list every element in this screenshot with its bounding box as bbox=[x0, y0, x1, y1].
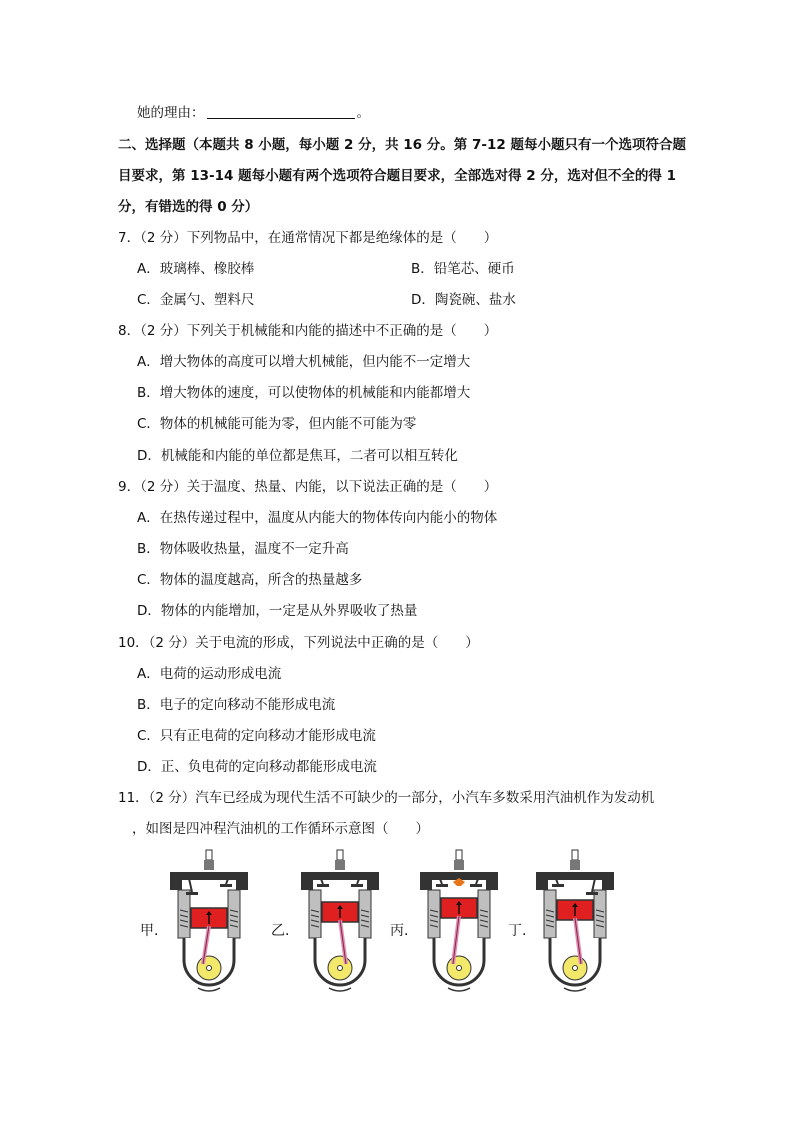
spark-plug-top bbox=[572, 850, 578, 860]
q8-option-d[interactable]: D．机械能和内能的单位都是焦耳，二者可以相互转化 bbox=[137, 448, 458, 464]
engine-label-bing: 丙. bbox=[390, 923, 409, 939]
spark-plug-top bbox=[456, 850, 462, 860]
cylinder-wall-right bbox=[228, 890, 240, 938]
engine-label-yi: 乙. bbox=[271, 923, 290, 939]
spark-plug-body bbox=[570, 860, 580, 870]
cylinder-wall-right bbox=[359, 890, 371, 938]
reason-suffix: 。 bbox=[356, 105, 370, 121]
intake-valve bbox=[317, 884, 329, 887]
spark-plug-top bbox=[337, 850, 343, 860]
cylinder-head bbox=[536, 872, 614, 890]
section2-line3: 分，有错选的得 0 分） bbox=[118, 199, 259, 215]
cylinder-head bbox=[170, 872, 248, 890]
q9-option-a[interactable]: A．在热传递过程中，温度从内能大的物体传向内能小的物体 bbox=[137, 510, 498, 526]
spark-plug-body bbox=[454, 860, 464, 870]
rotation-arrow bbox=[448, 988, 470, 991]
reason-line bbox=[137, 104, 370, 122]
cylinder-wall-right bbox=[594, 890, 606, 938]
intake-valve bbox=[186, 892, 198, 895]
crank-center bbox=[457, 966, 462, 971]
q10-option-b[interactable]: B．电子的定向移动不能形成电流 bbox=[137, 697, 336, 713]
spark-plug-top bbox=[206, 850, 212, 860]
crank-center bbox=[207, 966, 212, 971]
q11-stem-line1: 11．（2 分）汽车已经成为现代生活不可缺少的一部分，小汽车多数采用汽油机作为发动机 bbox=[118, 790, 655, 806]
q7-option-b[interactable]: B．铅笔芯、硬币 bbox=[411, 261, 515, 277]
cylinder-head bbox=[301, 872, 379, 890]
q8-option-c[interactable]: C．物体的机械能可能为零，但内能不可能为零 bbox=[137, 416, 417, 432]
q10-stem: 10．（2 分）关于电流的形成，下列说法中正确的是（ ） bbox=[118, 635, 479, 651]
cylinder-wall-left bbox=[178, 890, 190, 938]
q11-stem-line2: ，如图是四冲程汽油机的工作循环示意图（ ） bbox=[132, 821, 429, 837]
q9-option-c[interactable]: C．物体的温度越高，所含的热量越多 bbox=[137, 572, 363, 588]
engine-diagram-bing bbox=[414, 850, 504, 1005]
rotation-arrow bbox=[564, 988, 586, 991]
exhaust-valve bbox=[351, 884, 363, 887]
q8-option-b[interactable]: B．增大物体的速度，可以使物体的机械能和内能都增大 bbox=[137, 385, 471, 401]
q7-stem: 7．（2 分）下列物品中，在通常情况下都是绝缘体的是（ ） bbox=[118, 230, 498, 246]
section2-line2: 目要求，第 13-14 题每小题有两个选项符合题目要求，全部选对得 2 分，选对但不全的得 1 bbox=[118, 168, 676, 184]
cylinder-wall-left bbox=[428, 890, 440, 938]
q7-option-a[interactable]: A．玻璃棒、橡胶棒 bbox=[137, 261, 255, 277]
cylinder-wall-left bbox=[309, 890, 321, 938]
q8-option-a[interactable]: A．增大物体的高度可以增大机械能，但内能不一定增大 bbox=[137, 354, 471, 370]
crank-center bbox=[338, 966, 343, 971]
q9-option-d[interactable]: D．物体的内能增加，一定是从外界吸收了热量 bbox=[137, 603, 418, 619]
rotation-arrow bbox=[198, 988, 220, 991]
q9-stem: 9．（2 分）关于温度、热量、内能，以下说法正确的是（ ） bbox=[118, 479, 498, 495]
q7-option-c[interactable]: C．金属勺、塑料尺 bbox=[137, 292, 255, 308]
spark-plug-body bbox=[335, 860, 345, 870]
intake-valve bbox=[552, 884, 564, 887]
cylinder-wall-right bbox=[478, 890, 490, 938]
section2-line1: 二、选择题（本题共 8 小题，每小题 2 分，共 16 分。第 7-12 题每小题只有一个选项符合题 bbox=[118, 137, 686, 153]
reason-blank[interactable] bbox=[207, 104, 355, 119]
engine-label-ding: 丁. bbox=[508, 923, 527, 939]
cylinder-wall-left bbox=[544, 890, 556, 938]
rotation-arrow bbox=[329, 988, 351, 991]
q10-option-c[interactable]: C．只有正电荷的定向移动才能形成电流 bbox=[137, 728, 376, 744]
q10-option-d[interactable]: D．正、负电荷的定向移动都能形成电流 bbox=[137, 759, 377, 775]
engine-label-jia: 甲. bbox=[140, 923, 159, 939]
q7-option-d[interactable]: D．陶瓷碗、盐水 bbox=[411, 292, 516, 308]
q8-stem: 8．（2 分）下列关于机械能和内能的描述中不正确的是（ ） bbox=[118, 323, 498, 339]
q10-option-a[interactable]: A．电荷的运动形成电流 bbox=[137, 666, 282, 682]
engine-diagram-jia bbox=[164, 850, 254, 1005]
crank-center bbox=[573, 966, 578, 971]
engine-diagram-yi bbox=[295, 850, 385, 1005]
engine-diagram-ding bbox=[530, 850, 620, 1005]
q9-option-b[interactable]: B．物体吸收热量，温度不一定升高 bbox=[137, 541, 349, 557]
spark-plug-body bbox=[204, 860, 214, 870]
intake-valve bbox=[436, 884, 448, 887]
exhaust-valve bbox=[470, 884, 482, 887]
exhaust-valve bbox=[220, 884, 232, 887]
exhaust-valve bbox=[586, 892, 598, 895]
reason-prefix: 她的理由： bbox=[137, 105, 205, 121]
